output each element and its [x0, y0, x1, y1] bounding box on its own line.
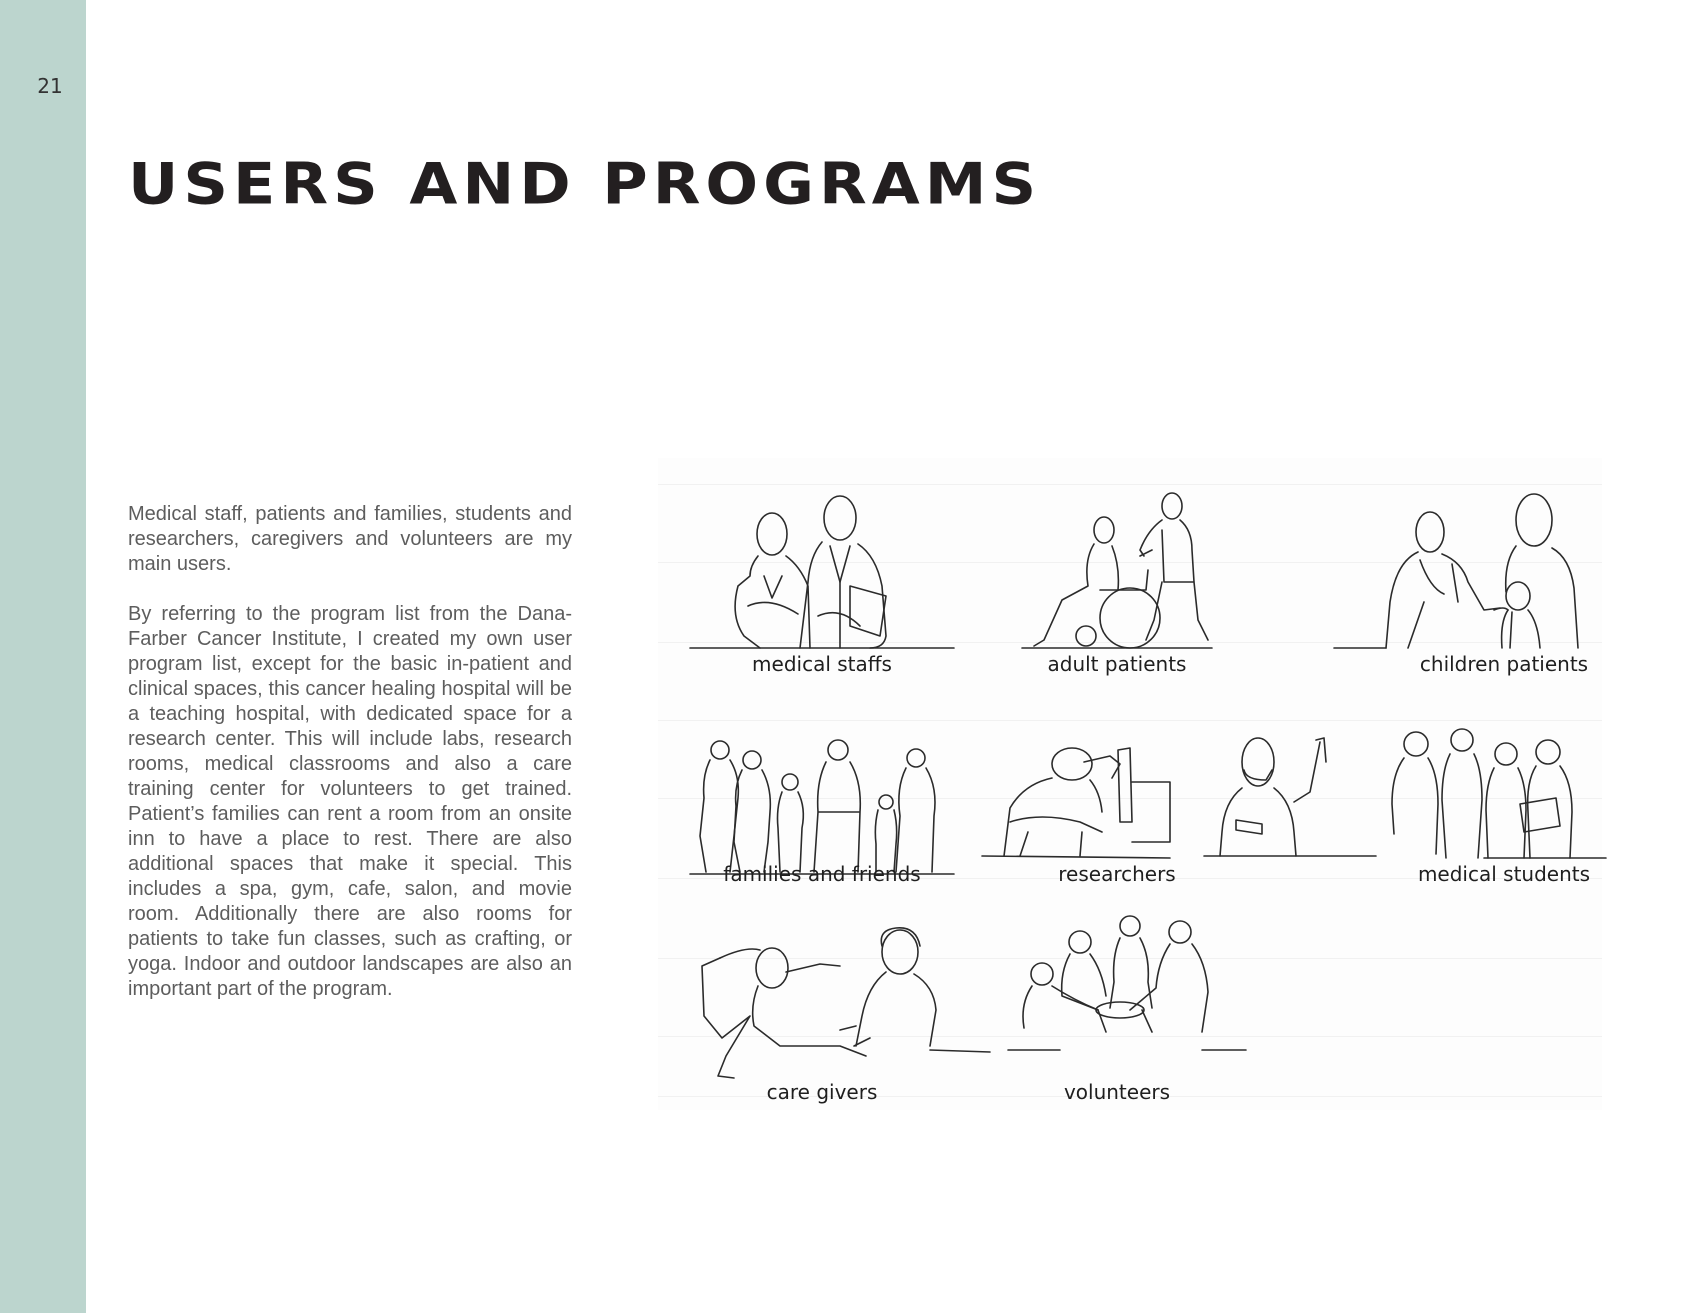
caption-medical-staffs: medical staffs [752, 652, 892, 676]
medical-staffs-icon [690, 486, 954, 650]
children-patients-icon [1334, 492, 1602, 650]
adult-patients-icon [1022, 490, 1212, 650]
medical-students-icon [1380, 724, 1606, 864]
body-text [128, 502, 572, 1027]
families-and-friends-icon [690, 736, 954, 876]
caption-families-and-friends: families and friends [723, 862, 921, 886]
program-paragraph: By referring to the program list from the Dana-Farber Cancer Institute, I created my own user program list, except for the basic in-patient and clinical spaces, this cancer healing hospital will be a teaching hospital, with dedicated space for a research center. This will include labs, research rooms, medical classrooms and also a care training center for volunteers to get trained. Patient’s families can rent a room from an onsite inn to have a place to rest. There are also additional spaces that make it special. This includes a spa, gym, cafe, salon, and movie room. Additionally there are also rooms for patients to take fun classes, such as crafting, or yoga. Indoor and outdoor landscapes are also an important part of the program. [128, 603, 572, 1000]
caption-adult-patients: adult patients [1047, 652, 1187, 676]
researchers-icon [980, 722, 1376, 880]
caption-researchers: researchers [1058, 862, 1176, 886]
caption-volunteers: volunteers [1063, 1080, 1171, 1104]
intro-paragraph: Medical staff, patients and families, students and researchers, caregivers and volunteers are my main users. [128, 503, 572, 575]
caption-children-patients: children patients [1419, 652, 1589, 676]
page-title: USERS AND PROGRAMS [128, 150, 1042, 218]
side-accent-band [0, 0, 86, 1313]
page-number: 21 [37, 74, 63, 98]
caption-care-givers: care givers [766, 1080, 878, 1104]
care-givers-icon [690, 906, 990, 1082]
volunteers-icon [1002, 912, 1246, 1052]
caption-medical-students: medical students [1417, 862, 1591, 886]
